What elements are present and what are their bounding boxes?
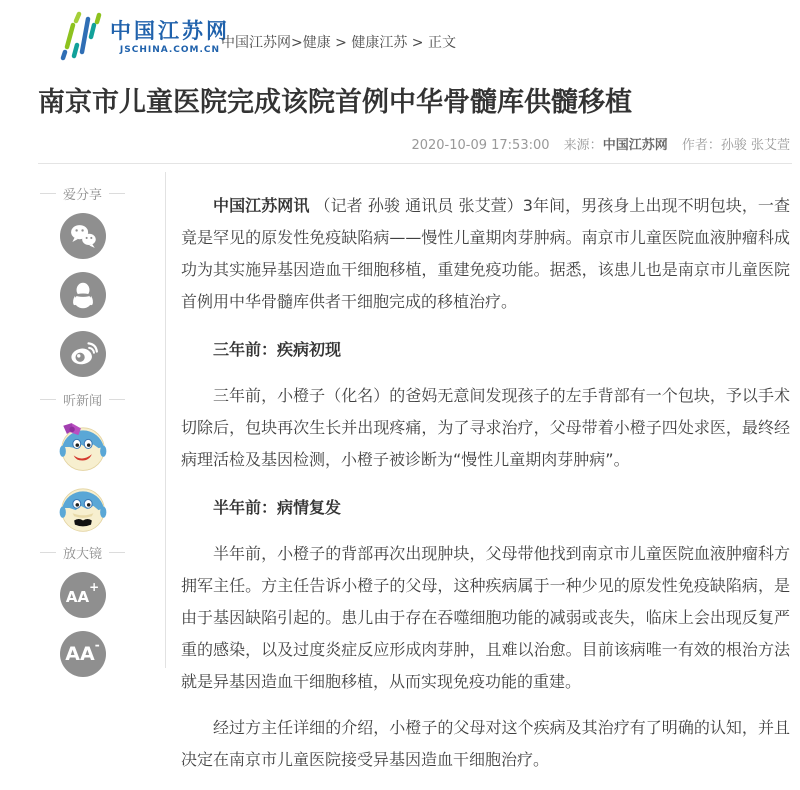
site-header (0, 0, 800, 74)
font-increase-button[interactable] (60, 572, 106, 618)
listen-section-label: 听新闻 (0, 390, 165, 409)
qq-share-button[interactable] (60, 272, 106, 318)
boy-cartoon-icon (56, 481, 110, 535)
wechat-share-button[interactable] (60, 213, 106, 259)
article-meta (38, 134, 792, 153)
weibo-icon (66, 337, 100, 371)
meta-author-label: 作者： (681, 138, 721, 153)
main-content-row (0, 164, 800, 790)
logo-site-name: 中国江苏网 (110, 19, 230, 43)
paragraph-3: 半年前，小橙子的背部再次出现肿块，父母带他找到南京市儿童医院血液肿瘤科方拥军主任。方主任告诉小橙子的父母，这种疾病属于一种少见的原发性免疫缺陷病，是由于基因缺陷引起的。患儿由于存在吞噬细胞功能的减弱或丧失，临床上会出现反复严重的感染，以及过度炎症反应形成肉芽肿，且难以治愈。目前该病唯一有效的根治方法就是异基因造血干细胞移植，从而实现免疫功能的重建。 (181, 544, 790, 691)
jschina-logo-icon (56, 10, 104, 64)
title-block (38, 86, 792, 164)
meta-datetime: 2020-10-09 17:53:00 (411, 138, 550, 153)
section-subhead-1: 三年前：疾病初现 (213, 340, 342, 359)
article-title: 南京市儿童医院完成该院首例中华骨髓库供髓移植 (38, 87, 632, 118)
weibo-share-button[interactable] (60, 331, 106, 377)
meta-source: 中国江苏网 (602, 138, 668, 153)
paragraph-2: 三年前，小橙子（化名）的爸妈无意间发现孩子的左手背部有一个包块，予以手术切除后，包块再次生长并出现疼痛，为了寻求治疗，父母带着小橙子四处求医，最终经病理活检及基因检测，小橙子被诊断为“慢性儿童期肉芽肿病”。 (181, 386, 790, 469)
paragraph-1-text: （记者 孙骏 通讯员 张艾萱）3年间，男孩身上出现不明包块，一查竟是罕见的原发性免疫缺陷病——慢性儿童期肉芽肿病。南京市儿童医院血液肿瘤科成功为其实施异基因造血干细胞移植，重建免疫功能。据悉，该患儿也是南京市儿童医院首例用中华骨髓库供者干细胞完成的移植治疗。 (181, 196, 790, 311)
breadcrumb[interactable]: 中国江苏网>健康 > 健康江苏 > 正文 (221, 35, 456, 51)
meta-source-label: 来源： (563, 138, 603, 153)
font-decrease-label: AA- (65, 638, 100, 665)
font-decrease-button[interactable] (60, 631, 106, 677)
wechat-icon (66, 219, 100, 253)
logo-domain-name: JSCHINA.COM.CN (119, 45, 221, 55)
zoom-section-label: 放大镜 (0, 543, 165, 562)
article-lead: 中国江苏网讯 (213, 196, 310, 215)
sidebar-divider-line (165, 172, 166, 668)
section-subhead-2: 半年前：病情复发 (213, 498, 342, 517)
qq-icon (66, 278, 100, 312)
girl-cartoon-icon (56, 419, 110, 473)
listen-news-girl-button[interactable] (56, 419, 110, 473)
paragraph-1 (181, 190, 790, 318)
article-body (165, 164, 800, 790)
site-logo[interactable] (56, 10, 230, 64)
listen-news-boy-button[interactable] (56, 481, 110, 535)
share-sidebar (0, 164, 165, 790)
logo-text (110, 18, 230, 56)
paragraph-4: 经过方主任详细的介绍，小橙子的父母对这个疾病及其治疗有了明确的认知，并且决定在南京市儿童医院接受异基因造血干细胞治疗。 (181, 718, 790, 769)
font-increase-label: AA+ (65, 579, 100, 606)
meta-author: 孙骏 张艾萱 (720, 138, 790, 153)
share-section-label: 爱分享 (0, 184, 165, 203)
